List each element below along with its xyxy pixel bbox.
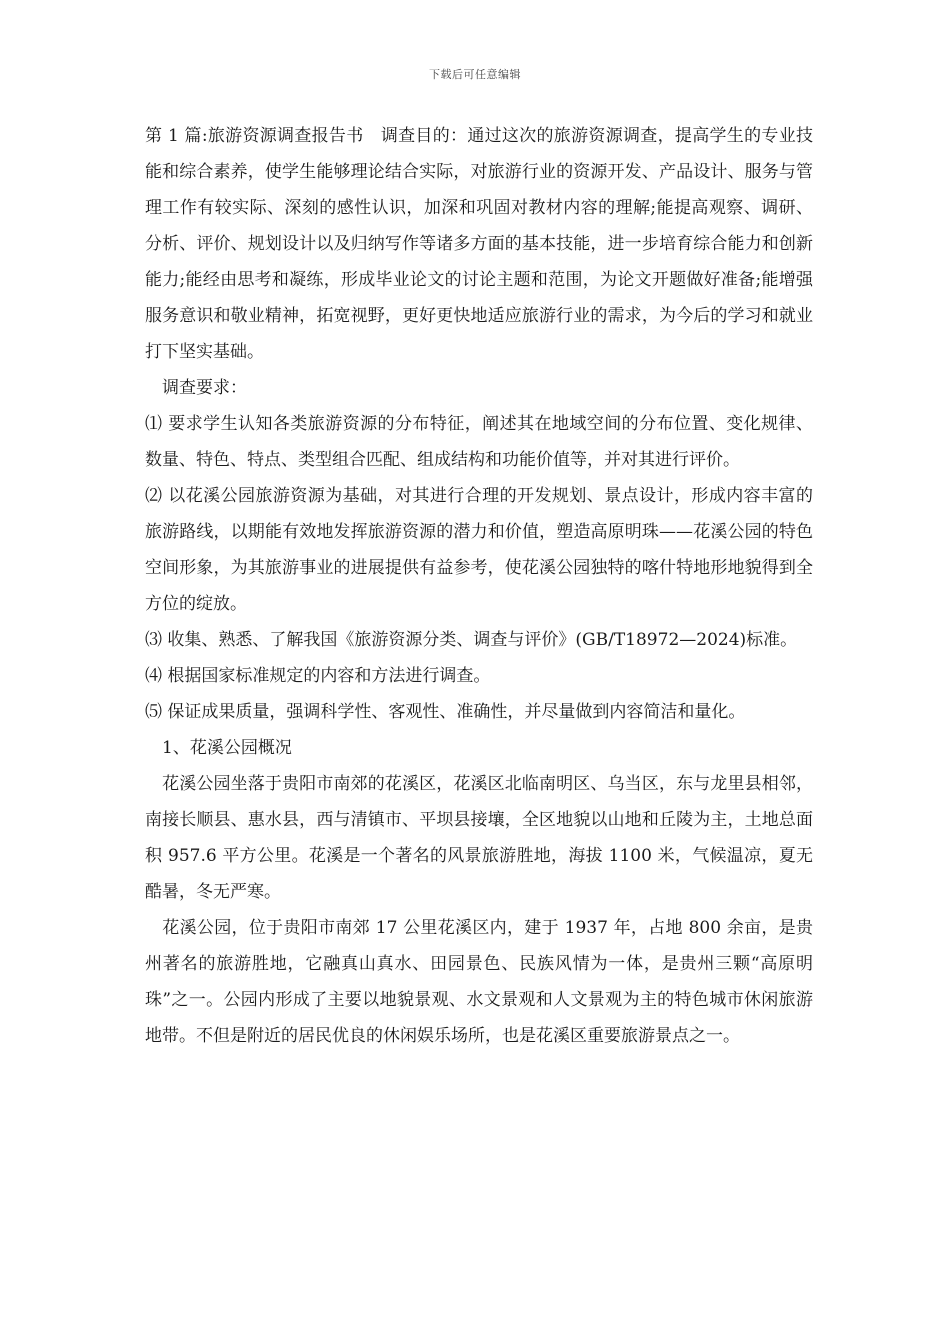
paragraph-huaxi-park: 花溪公园，位于贵阳市南郊 17 公里花溪区内，建于 1937 年，占地 800 余亩，是贵州著名的旅游胜地，它融真山真水、田园景色、民族风情为一体，是贵州三颗“高原明珠”之一。公园内形成了主要以地貌景观、水文景观和人文景观为主的特色城市休闲旅游地带。不但是附近的居民优良的休闲娱乐场所，也是花溪区重要旅游景点之一。 [145, 918, 813, 1046]
paragraph-purpose: 第 1 篇:旅游资源调查报告书 调查目的：通过这次的旅游资源调查，提高学生的专业技能和综合素养，使学生能够理论结合实际，对旅游行业的资源开发、产品设计、服务与管理工作有较实际、深刻的感性认识，加深和巩固对教材内容的理解;能提高观察、调研、分析、评价、规划设计以及归纳写作等诸多方面的基本技能，进一步培育综合能力和创新能力;能经由思考和凝练，形成毕业论文的讨论主题和范围，为论文开题做好准备;能增强服务意识和敬业精神，拓宽视野，更好更快地适应旅游行业的需求，为今后的学习和就业打下坚实基础。 [145, 126, 813, 362]
page-header: 下载后可任意编辑 [429, 68, 521, 81]
paragraph-requirements-heading: 调查要求： [145, 378, 247, 398]
paragraph-huaxi-district: 花溪公园坐落于贵阳市南郊的花溪区，花溪区北临南明区、乌当区，东与龙里县相邻，南接长顺县、惠水县，西与清镇市、平坝县接壤，全区地貌以山地和丘陵为主，土地总面积 957.6 平方公里。花溪是一个著名的风景旅游胜地，海拔 1100 米，气候温凉，夏无酷暑，冬无严寒。 [145, 774, 813, 902]
document-body [145, 118, 813, 1054]
paragraph-requirement-1: ⑴ 要求学生认知各类旅游资源的分布特征，阐述其在地域空间的分布位置、变化规律、数量、特色、特点、类型组合匹配、组成结构和功能价值等，并对其进行评价。 [145, 414, 813, 470]
paragraph-requirement-2: ⑵ 以花溪公园旅游资源为基础，对其进行合理的开发规划、景点设计，形成内容丰富的旅游路线，以期能有效地发挥旅游资源的潜力和价值，塑造高原明珠——花溪公园的特色空间形象，为其旅游事业的进展提供有益参考，使花溪公园独特的喀什特地形地貌得到全方位的绽放。 [145, 486, 813, 614]
paragraph-requirement-5: ⑸ 保证成果质量，强调科学性、客观性、准确性，并尽量做到内容简洁和量化。 [145, 702, 746, 722]
paragraph-requirement-3: ⑶ 收集、熟悉、了解我国《旅游资源分类、调查与评价》(GB/T18972—2024)标准。 [145, 630, 798, 650]
paragraph-requirement-4: ⑷ 根据国家标准规定的内容和方法进行调查。 [145, 666, 491, 686]
section-heading-overview: 1、花溪公园概况 [145, 738, 292, 758]
